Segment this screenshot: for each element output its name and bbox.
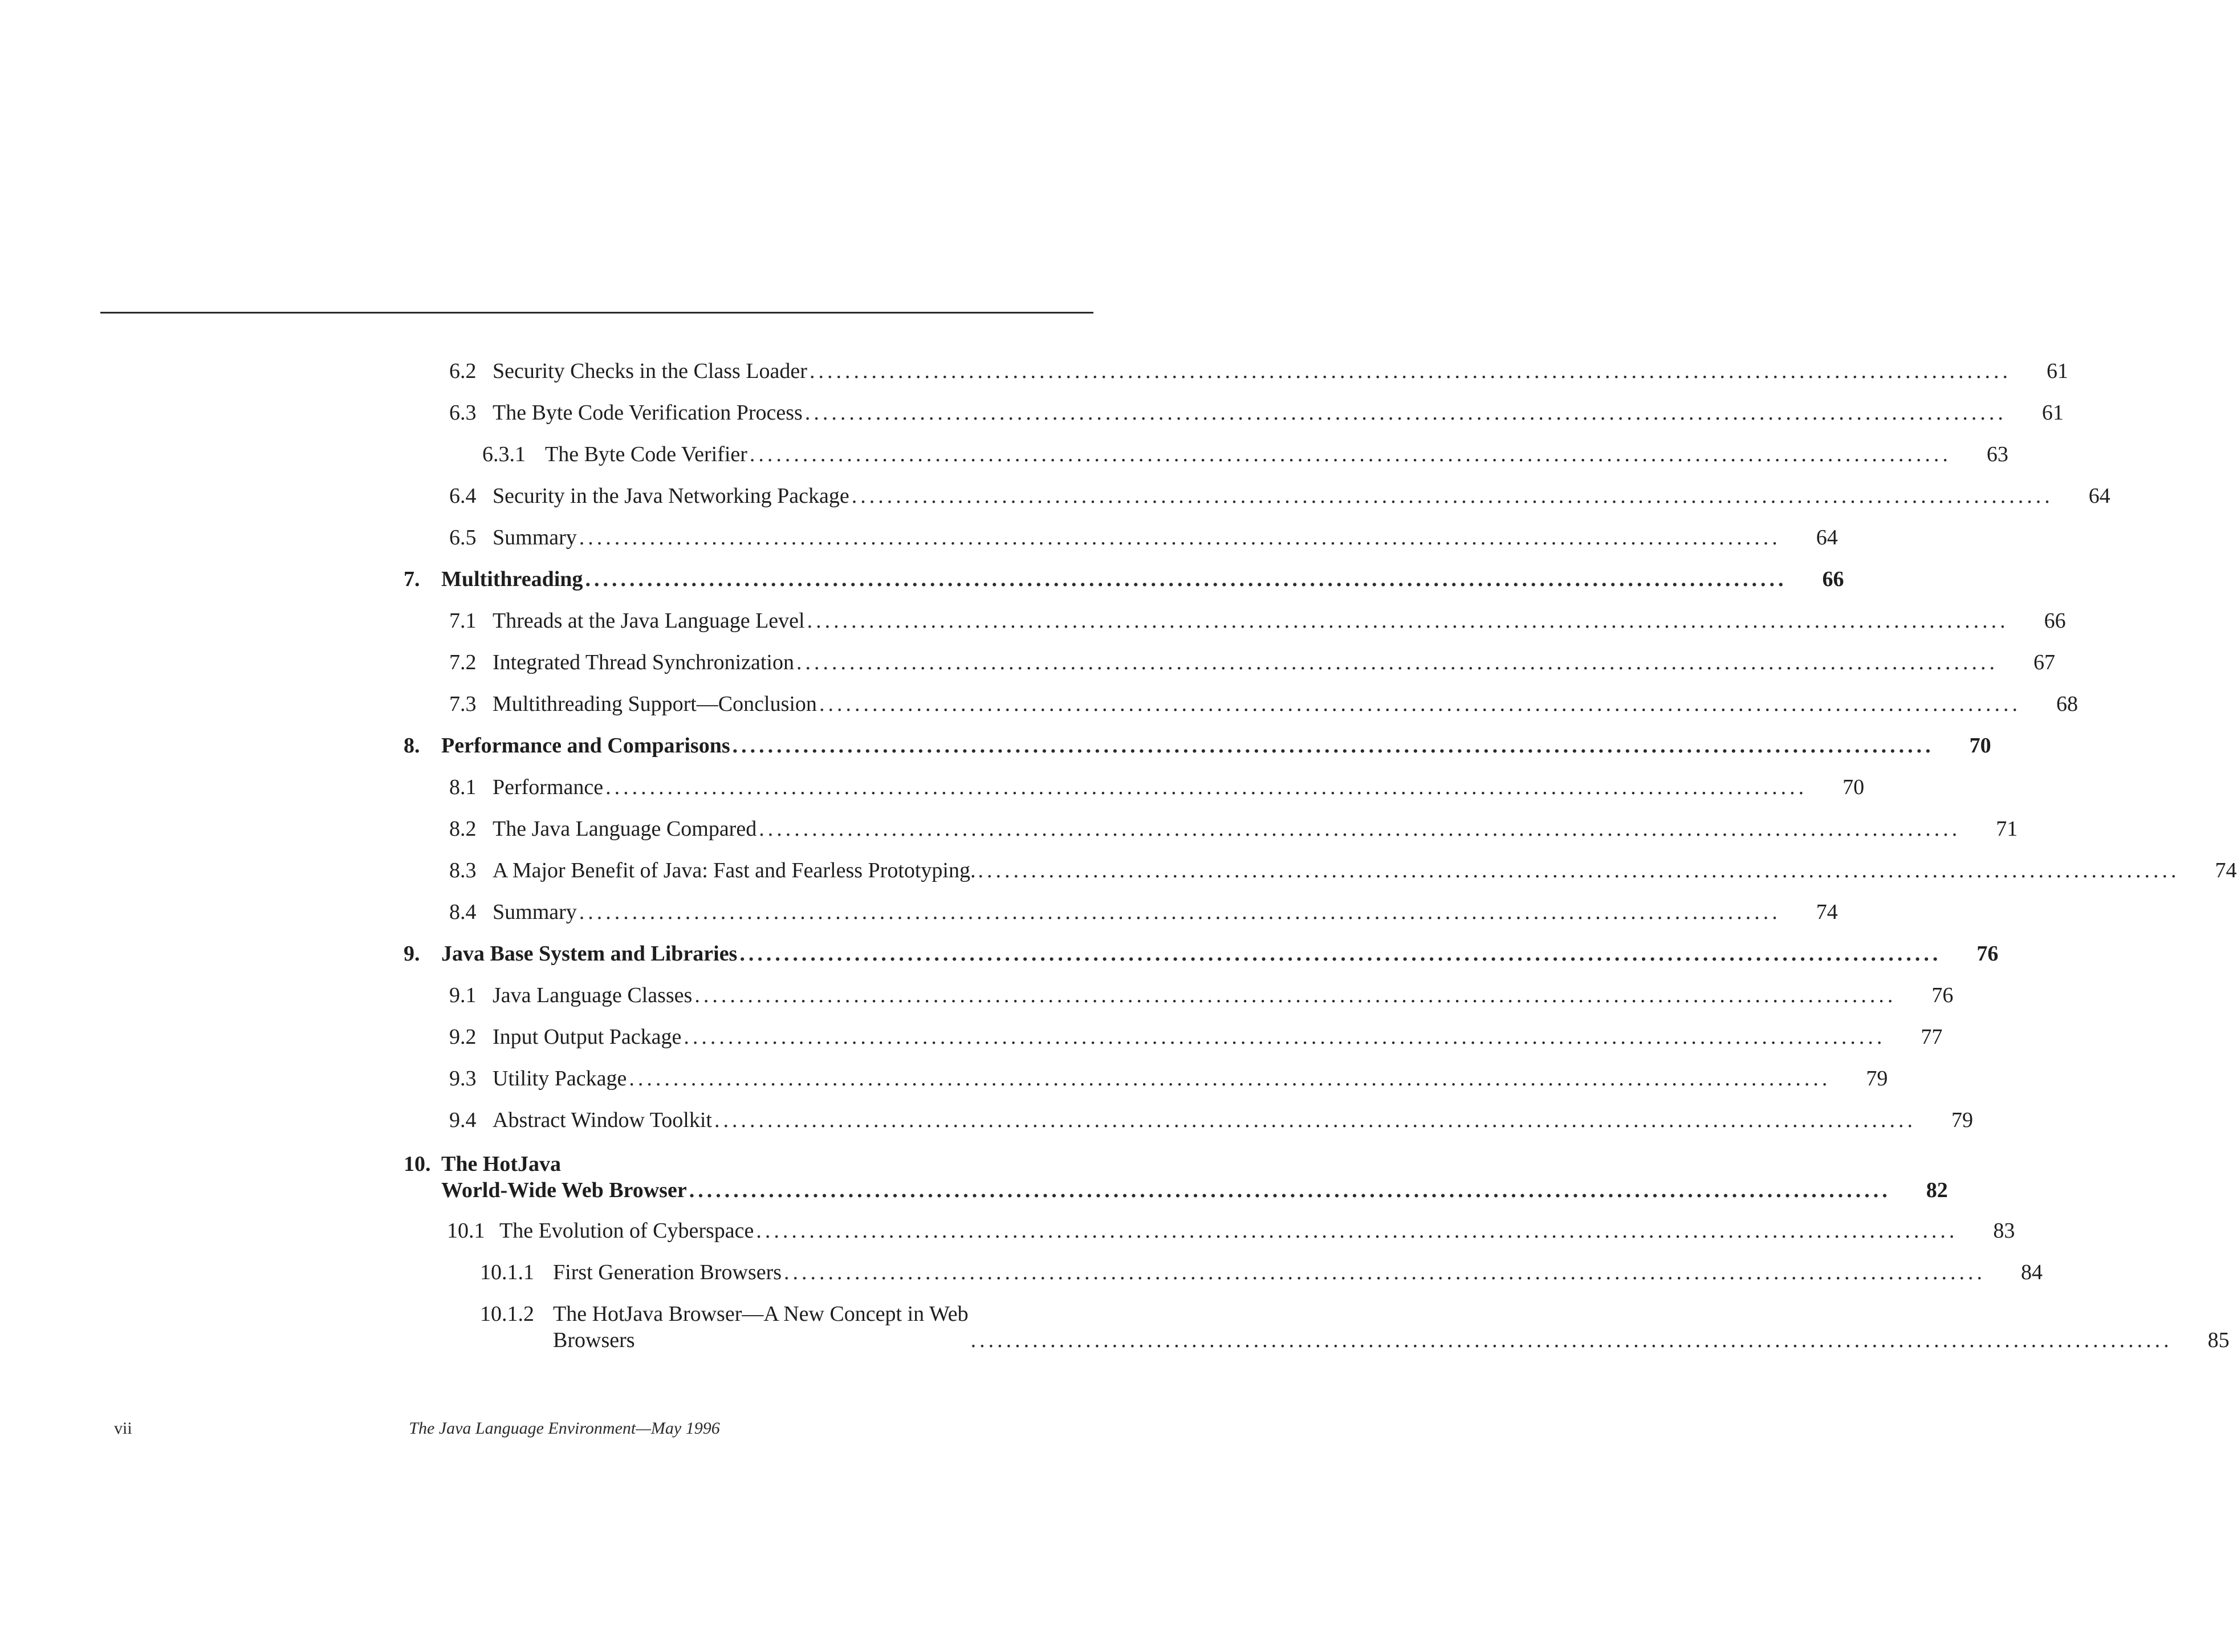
toc-leader-dots bbox=[684, 1024, 1885, 1050]
toc-entry-number: 9. bbox=[404, 942, 420, 966]
toc-leader-dots bbox=[750, 441, 1951, 467]
toc-entry-7-3[interactable] bbox=[449, 691, 2078, 717]
toc-entry-page: 61 bbox=[2046, 359, 2068, 383]
toc-entry-8-2[interactable] bbox=[449, 816, 2018, 842]
toc-entry-title: The Evolution of Cyberspace bbox=[499, 1219, 754, 1243]
toc-entry-number: 8.3 bbox=[449, 858, 477, 882]
toc-leader-dots bbox=[805, 400, 2007, 426]
toc-entry-title-line2: Browsers bbox=[553, 1328, 635, 1352]
toc-entry-title: Java Base System and Libraries bbox=[441, 942, 738, 966]
toc-leader-dots bbox=[759, 816, 1961, 842]
toc-entry-8-4[interactable] bbox=[449, 899, 1838, 925]
toc-leader-dots bbox=[689, 1177, 1891, 1203]
toc-entry-number: 9.2 bbox=[449, 1025, 477, 1049]
toc-leader-dots bbox=[579, 899, 1781, 925]
toc-entry-number: 7.3 bbox=[449, 692, 477, 716]
toc-chapter-10[interactable] bbox=[404, 1151, 1948, 1203]
toc-entry-title: Utility Package bbox=[493, 1067, 627, 1091]
toc-entry-6-2[interactable] bbox=[449, 358, 2068, 384]
toc-leader-dots bbox=[852, 483, 2053, 509]
toc-leader-dots bbox=[629, 1065, 1831, 1092]
toc-entry-title: A Major Benefit of Java: Fast and Fearless Prototyping. bbox=[493, 858, 976, 882]
toc-entry-number: 6.3 bbox=[449, 401, 477, 425]
toc-chapter-8[interactable] bbox=[404, 733, 1991, 759]
toc-entry-page: 70 bbox=[1843, 775, 1865, 799]
toc-entry-number: 7.1 bbox=[449, 609, 477, 633]
toc-leader-dots bbox=[971, 1327, 2173, 1353]
toc-entry-page: 74 bbox=[1816, 900, 1838, 924]
toc-entry-page: 76 bbox=[1976, 942, 1999, 966]
toc-entry-title: Threads at the Java Language Level bbox=[493, 609, 805, 633]
toc-entry-page: 74 bbox=[2215, 858, 2237, 882]
toc-leader-dots bbox=[978, 857, 2180, 884]
toc-entry-title: Java Language Classes bbox=[493, 983, 693, 1007]
toc-entry-number: 10.1.1 bbox=[480, 1260, 534, 1284]
toc-entry-9-3[interactable] bbox=[449, 1065, 1888, 1092]
toc-leader-dots bbox=[579, 524, 1781, 551]
toc-entry-9-1[interactable] bbox=[449, 982, 1954, 1008]
toc-entry-page: 67 bbox=[2033, 650, 2055, 674]
toc-entry-title: The Byte Code Verification Process bbox=[493, 401, 803, 425]
toc-entry-number: 8.2 bbox=[449, 817, 477, 841]
toc-entry-page: 83 bbox=[1993, 1219, 2015, 1243]
toc-entry-page: 79 bbox=[1866, 1067, 1888, 1091]
toc-entry-number: 6.5 bbox=[449, 526, 477, 550]
toc-entry-number: 7.2 bbox=[449, 650, 477, 674]
toc-entry-title: Security in the Java Networking Package bbox=[493, 484, 849, 508]
toc-entry-page: 85 bbox=[2207, 1328, 2230, 1352]
toc-entry-10-1-1[interactable] bbox=[480, 1259, 2043, 1285]
toc-entry-6-4[interactable] bbox=[449, 483, 2110, 509]
toc-entry-number: 10.1 bbox=[447, 1219, 485, 1243]
toc-entry-number: 8.4 bbox=[449, 900, 477, 924]
toc-entry-page: 63 bbox=[1986, 442, 2008, 466]
toc-entry-number: 10.1.2 bbox=[480, 1302, 534, 1326]
footer-running-title: The Java Language Environment—May 1996 bbox=[409, 1419, 720, 1438]
toc-entry-page: 66 bbox=[2044, 609, 2066, 633]
toc-entry-number: 8.1 bbox=[449, 775, 477, 799]
toc-entry-9-2[interactable] bbox=[449, 1024, 1943, 1050]
toc-entry-title-line1: The HotJava Browser—A New Concept in Web bbox=[553, 1302, 969, 1326]
toc-entry-number: 8. bbox=[404, 734, 420, 758]
toc-entry-number: 6.2 bbox=[449, 359, 477, 383]
toc-entry-title: First Generation Browsers bbox=[553, 1260, 782, 1284]
toc-entry-title-line2: World-Wide Web Browser bbox=[441, 1178, 687, 1202]
toc-entry-10-1-2[interactable] bbox=[480, 1301, 2230, 1353]
toc-leader-dots bbox=[733, 733, 1934, 759]
toc-entry-title: Abstract Window Toolkit bbox=[493, 1108, 712, 1132]
toc-entry-number: 6.4 bbox=[449, 484, 477, 508]
toc-entry-title: Multithreading bbox=[441, 567, 583, 591]
toc-entry-page: 64 bbox=[1816, 526, 1838, 550]
toc-entry-6-5[interactable] bbox=[449, 524, 1838, 551]
toc-entry-6-3-1[interactable] bbox=[482, 441, 2008, 467]
toc-leader-dots bbox=[714, 1107, 1916, 1133]
toc-entry-number: 7. bbox=[404, 567, 420, 591]
toc-entry-title: The Java Language Compared bbox=[493, 817, 757, 841]
toc-entry-number: 6.3.1 bbox=[482, 442, 526, 466]
toc-entry-page: 68 bbox=[2056, 692, 2078, 716]
toc-entry-title: Summary bbox=[493, 526, 577, 550]
toc-entry-7-2[interactable] bbox=[449, 649, 2055, 676]
toc-leader-dots bbox=[796, 649, 1998, 676]
toc-leader-dots bbox=[585, 566, 1787, 592]
toc-entry-title: Summary bbox=[493, 900, 577, 924]
toc-entry-page: 64 bbox=[2088, 484, 2110, 508]
toc-entry-page: 76 bbox=[1931, 983, 1954, 1007]
toc-entry-title: Performance and Comparisons bbox=[441, 734, 730, 758]
toc-chapter-7[interactable] bbox=[404, 566, 1844, 592]
toc-leader-dots bbox=[694, 982, 1896, 1008]
toc-entry-title bbox=[441, 1151, 687, 1203]
toc-entry-page: 82 bbox=[1926, 1178, 1948, 1202]
toc-entry-8-3[interactable] bbox=[449, 857, 2237, 884]
toc-leader-dots bbox=[810, 358, 2011, 384]
toc-entry-9-4[interactable] bbox=[449, 1107, 1973, 1133]
toc-entry-10-1[interactable] bbox=[447, 1218, 2015, 1244]
toc-entry-page: 71 bbox=[1996, 817, 2018, 841]
toc-entry-title: Security Checks in the Class Loader bbox=[493, 359, 807, 383]
toc-leader-dots bbox=[807, 608, 2009, 634]
toc-entry-title bbox=[553, 1301, 969, 1353]
toc-entry-page: 70 bbox=[1969, 734, 1991, 758]
toc-entry-6-3[interactable] bbox=[449, 400, 2064, 426]
toc-entry-title: Integrated Thread Synchronization bbox=[493, 650, 794, 674]
toc-entry-title-line1: The HotJava bbox=[441, 1152, 562, 1176]
toc-entry-number: 9.1 bbox=[449, 983, 477, 1007]
toc-entry-title: The Byte Code Verifier bbox=[545, 442, 747, 466]
toc-entry-page: 66 bbox=[1822, 567, 1844, 591]
toc-entry-title: Performance bbox=[493, 775, 604, 799]
toc-leader-dots bbox=[819, 691, 2021, 717]
toc-entry-number: 9.3 bbox=[449, 1067, 477, 1091]
toc-leader-dots bbox=[605, 774, 1807, 800]
toc-entry-page: 61 bbox=[2041, 401, 2064, 425]
toc-entry-number: 10. bbox=[404, 1152, 431, 1176]
toc-entry-8-1[interactable] bbox=[449, 774, 1865, 800]
toc-entry-page: 84 bbox=[2021, 1260, 2043, 1284]
toc-entry-title: Input Output Package bbox=[493, 1025, 682, 1049]
toc-entry-page: 79 bbox=[1951, 1108, 1973, 1132]
toc-entry-7-1[interactable] bbox=[449, 608, 2066, 634]
toc-entry-number: 9.4 bbox=[449, 1108, 477, 1132]
toc-entry-page: 77 bbox=[1921, 1025, 1943, 1049]
toc-chapter-9[interactable] bbox=[404, 941, 1999, 967]
toc-leader-dots bbox=[756, 1218, 1958, 1244]
footer-page-number: vii bbox=[114, 1419, 132, 1438]
toc-entry-title: Multithreading Support—Conclusion bbox=[493, 692, 817, 716]
toc-leader-dots bbox=[739, 941, 1941, 967]
toc-leader-dots bbox=[784, 1259, 1986, 1285]
